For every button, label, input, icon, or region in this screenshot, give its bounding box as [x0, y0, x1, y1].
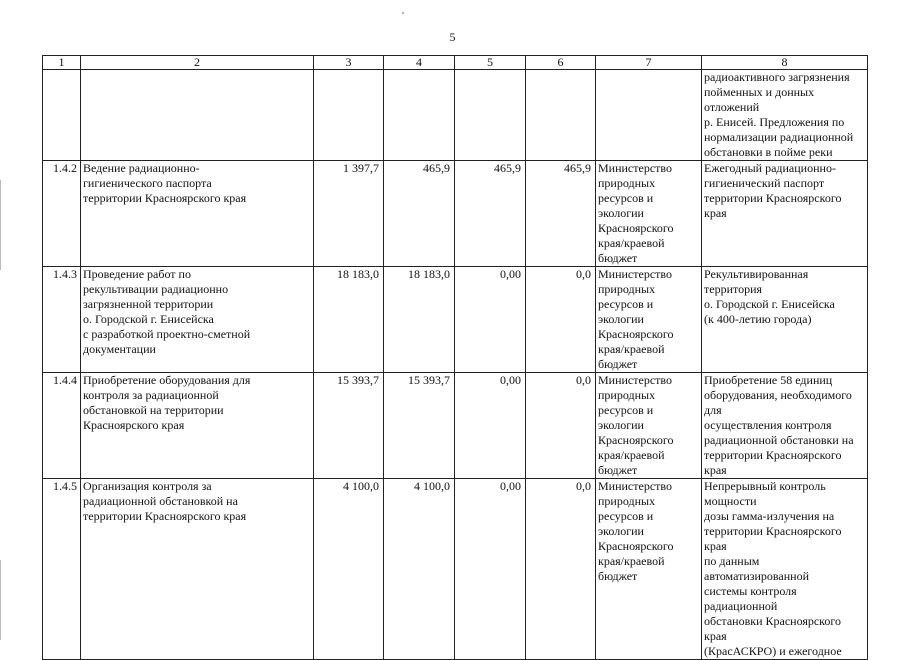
amount-col-4: 18 183,0 — [384, 267, 455, 373]
result-cell: Рекультивированная территория о. Городской г. Енисейска (к 400-летию города) — [702, 267, 868, 373]
item-name: Проведение работ по рекультивации радиационно загрязненной территории о. Городской г. Енисейска с разработкой проектно-сметной документации — [81, 267, 314, 373]
amount-col-6: 0,0 — [526, 267, 596, 373]
empty-cell — [384, 70, 455, 161]
result-cell: радиоактивного загрязнения пойменных и донных отложений р. Енисей. Предложения по нормализации радиационной обстановки в пойме реки — [702, 70, 868, 161]
amount-col-3: 15 393,7 — [314, 373, 384, 479]
page-number: 5 — [449, 30, 456, 44]
item-name: Организация контроля за радиационной обстановкой на территории Красноярского края — [81, 479, 314, 660]
item-code: 1.4.2 — [43, 161, 81, 267]
item-code: 1.4.4 — [43, 373, 81, 479]
empty-cell — [596, 70, 702, 161]
column-number: 1 — [43, 56, 81, 70]
table-row — [43, 267, 868, 373]
scan-edge-mark — [0, 180, 1, 270]
column-number: 7 — [596, 56, 702, 70]
result-cell: Приобретение 58 единиц оборудования, необходимого для осуществления контроля радиационной обстановки на территории Красноярского края — [702, 373, 868, 479]
table-row — [43, 373, 868, 479]
column-number: 6 — [526, 56, 596, 70]
empty-cell — [455, 70, 526, 161]
item-name: Ведение радиационно- гигиенического паспорта территории Красноярского края — [81, 161, 314, 267]
column-number: 2 — [81, 56, 314, 70]
column-number: 5 — [455, 56, 526, 70]
item-code: 1.4.5 — [43, 479, 81, 660]
column-number: 8 — [702, 56, 868, 70]
executor-cell: Министерство природных ресурсов и экологии Красноярского края/краевой бюджет — [596, 373, 702, 479]
amount-col-3: 1 397,7 — [314, 161, 384, 267]
amount-col-3: 18 183,0 — [314, 267, 384, 373]
result-cell: Ежегодный радиационно- гигиенический паспорт территории Красноярского края — [702, 161, 868, 267]
amount-col-3: 4 100,0 — [314, 479, 384, 660]
item-code: 1.4.3 — [43, 267, 81, 373]
amount-col-4: 15 393,7 — [384, 373, 455, 479]
amount-col-5: 0,00 — [455, 373, 526, 479]
table-row — [43, 479, 868, 660]
scan-speck — [402, 12, 404, 14]
empty-cell — [81, 70, 314, 161]
result-cell: Непрерывный контроль мощности дозы гамма-излучения на территории Красноярского края по данным автоматизированной системы контроля радиационной обстановки Красноярского края (КрасАСКРО) и ежегодное — [702, 479, 868, 660]
empty-cell — [526, 70, 596, 161]
table-row — [43, 161, 868, 267]
amount-col-4: 4 100,0 — [384, 479, 455, 660]
column-number: 4 — [384, 56, 455, 70]
column-number: 3 — [314, 56, 384, 70]
amount-col-6: 0,0 — [526, 479, 596, 660]
amount-col-5: 0,00 — [455, 479, 526, 660]
amount-col-6: 0,0 — [526, 373, 596, 479]
program-table — [42, 55, 868, 660]
empty-cell — [43, 70, 81, 161]
executor-cell: Министерство природных ресурсов и экологии Красноярского края/краевой бюджет — [596, 267, 702, 373]
amount-col-5: 465,9 — [455, 161, 526, 267]
amount-col-5: 0,00 — [455, 267, 526, 373]
empty-cell — [314, 70, 384, 161]
executor-cell: Министерство природных ресурсов и экологии Красноярского края/краевой бюджет — [596, 161, 702, 267]
item-name: Приобретение оборудования для контроля за радиационной обстановкой на территории Красноярского края — [81, 373, 314, 479]
continuation-row — [43, 70, 868, 161]
scan-edge-mark — [0, 560, 1, 640]
column-number-row — [43, 56, 868, 70]
amount-col-6: 465,9 — [526, 161, 596, 267]
executor-cell: Министерство природных ресурсов и экологии Красноярского края/краевой бюджет — [596, 479, 702, 660]
amount-col-4: 465,9 — [384, 161, 455, 267]
